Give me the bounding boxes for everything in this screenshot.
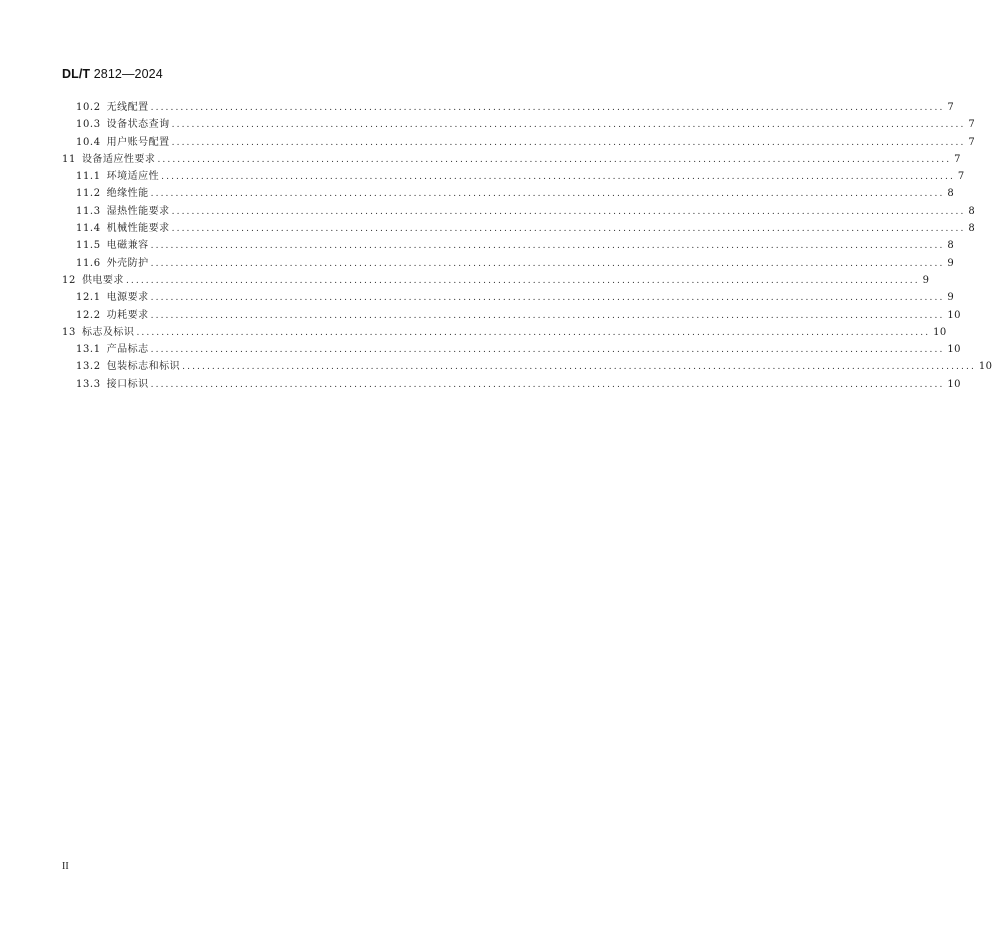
toc-entry-page: 7 — [957, 171, 965, 183]
toc-entry-page: 7 — [947, 102, 955, 113]
toc-entry[interactable] — [62, 376, 961, 393]
toc-leader-dots: ................................................................................................................................................................ — [150, 310, 945, 321]
toc-entry-title: 包装标志和标识 — [106, 361, 181, 373]
toc-entry-title: 功耗要求 — [106, 309, 149, 321]
toc-entry-number: 11.1 — [76, 171, 101, 183]
toc-entry-title: 接口标识 — [106, 378, 149, 390]
toc-entry[interactable] — [62, 168, 965, 185]
toc-leader-dots: ................................................................................................................................................................ — [171, 120, 966, 131]
toc-entry-page: 10 — [978, 361, 992, 373]
toc-entry-title: 湿热性能要求 — [106, 205, 170, 217]
toc-entry-page: 9 — [922, 274, 930, 286]
table-of-contents — [62, 99, 992, 393]
toc-entry-title: 设备适应性要求 — [81, 153, 156, 165]
toc-leader-dots: ................................................................................................................................................................ — [171, 206, 966, 217]
toc-entry[interactable] — [62, 307, 961, 324]
toc-entry-page: 10 — [933, 326, 947, 338]
toc-entry-title: 绝缘性能 — [106, 188, 149, 200]
toc-entry-number: 12.2 — [76, 309, 101, 321]
toc-leader-dots: ................................................................................................................................................................ — [150, 345, 945, 356]
toc-entry-number: 11.6 — [76, 257, 101, 269]
toc-leader-dots: ................................................................................................................................................................ — [161, 172, 955, 183]
toc-entry[interactable] — [62, 255, 955, 272]
toc-entry-page: 8 — [947, 188, 955, 200]
toc-leader-dots: ................................................................................................................................................................ — [150, 103, 945, 113]
toc-entry-title: 电源要求 — [106, 292, 149, 304]
toc-leader-dots: ................................................................................................................................................................ — [157, 154, 952, 165]
toc-entry[interactable] — [62, 220, 976, 237]
toc-leader-dots: ................................................................................................................................................................ — [150, 241, 945, 252]
toc-entry-number: 11.4 — [76, 223, 101, 235]
toc-entry-title: 产品标志 — [106, 344, 149, 356]
toc-leader-dots: ................................................................................................................................................................ — [125, 275, 920, 286]
toc-entry-page: 9 — [947, 257, 955, 269]
toc-entry[interactable] — [62, 116, 976, 133]
toc-entry[interactable] — [62, 237, 955, 254]
toc-entry-page: 7 — [954, 153, 961, 165]
toc-entry-number: 11.5 — [76, 240, 101, 252]
toc-entry-title: 设备状态查询 — [106, 119, 170, 131]
toc-leader-dots: ................................................................................................................................................................ — [171, 137, 966, 148]
toc-entry-number: 12 — [62, 274, 76, 286]
toc-leader-dots: ................................................................................................................................................................ — [150, 258, 945, 269]
toc-entry-page: 7 — [968, 119, 976, 131]
toc-entry-number: 10.3 — [76, 119, 101, 131]
toc-entry-number: 11.3 — [76, 205, 101, 217]
toc-entry-title: 机械性能要求 — [106, 223, 170, 235]
toc-leader-dots: ................................................................................................................................................................ — [182, 362, 976, 373]
toc-entry[interactable] — [62, 185, 955, 202]
toc-entry-title: 供电要求 — [81, 274, 124, 286]
toc-leader-dots: ................................................................................................................................................................ — [136, 327, 931, 338]
toc-entry[interactable] — [62, 341, 961, 358]
document-header — [62, 67, 163, 81]
toc-entry-number: 11.2 — [76, 188, 101, 200]
toc-entry-number: 13.2 — [76, 361, 101, 373]
toc-entry-title: 标志及标识 — [81, 326, 135, 338]
toc-entry[interactable] — [62, 134, 976, 151]
toc-entry-page: 8 — [968, 223, 976, 235]
toc-entry[interactable] — [62, 272, 930, 289]
toc-entry[interactable] — [62, 324, 947, 341]
toc-entry-number: 12.1 — [76, 292, 101, 304]
toc-entry[interactable] — [62, 203, 976, 220]
toc-entry[interactable] — [62, 358, 992, 375]
standard-number: 2812—2024 — [93, 67, 163, 81]
toc-leader-dots: ................................................................................................................................................................ — [171, 224, 966, 235]
toc-entry-title: 环境适应性 — [106, 171, 160, 183]
toc-entry[interactable] — [62, 289, 955, 306]
toc-leader-dots: ................................................................................................................................................................ — [150, 189, 945, 200]
toc-entry-number: 13 — [62, 326, 76, 338]
toc-entry-number: 13.3 — [76, 378, 101, 390]
toc-entry-page: 7 — [968, 136, 976, 148]
toc-entry-title: 用户账号配置 — [106, 136, 170, 148]
toc-entry-page: 10 — [947, 378, 961, 390]
toc-entry-number: 10.2 — [76, 102, 101, 113]
toc-entry-page: 9 — [947, 292, 955, 304]
toc-entry-number: 10.4 — [76, 136, 101, 148]
toc-entry-title: 无线配置 — [106, 102, 149, 113]
toc-entry-title: 电磁兼容 — [106, 240, 149, 252]
standard-code: DL/T — [62, 67, 91, 81]
page-number: II — [62, 861, 69, 872]
toc-entry[interactable] — [62, 99, 955, 116]
toc-entry[interactable] — [62, 151, 961, 168]
toc-entry-page: 8 — [947, 240, 955, 252]
toc-leader-dots: ................................................................................................................................................................ — [150, 379, 945, 390]
toc-entry-page: 10 — [947, 309, 961, 321]
toc-entry-title: 外壳防护 — [106, 257, 149, 269]
toc-entry-number: 11 — [62, 153, 76, 165]
toc-entry-page: 8 — [968, 205, 976, 217]
toc-entry-page: 10 — [947, 344, 961, 356]
toc-entry-number: 13.1 — [76, 344, 101, 356]
toc-leader-dots: ................................................................................................................................................................ — [150, 293, 945, 304]
